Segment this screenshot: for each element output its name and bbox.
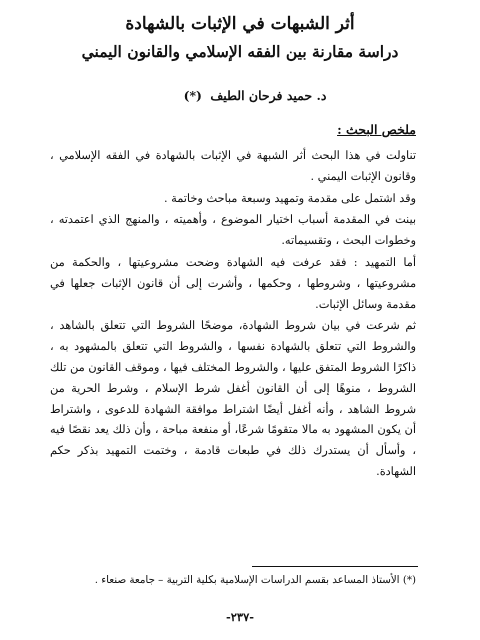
author-footnote-mark: (*) bbox=[183, 88, 202, 103]
abstract-body bbox=[50, 146, 416, 484]
page-number: -٢٣٧- bbox=[225, 610, 255, 624]
author-line bbox=[150, 88, 360, 103]
abstract-paragraph: ثم شرعت في بيان شروط الشهادة، موضحًا الشروط التي تتعلق بالشاهد ، والشروط التي تتعلق بالشهادة نفسها ، والشروط التي تتعلق بالمشهود به ، ذاكرًا الشروط المتفق عليها ، والشروط المختلف فيها ، وموقف القانون من تلك الشروط ، منوهًا إلى أن القانون أغفل شرط الإسلام ، وشرط الحرية من شروط الشاهد ، وأنه أغفل أيضًا اشتراط موافقة الشهادة للدعوى ، واشتراط أن يكون المشهود به مالا متقومًا شرعًا، أو منفعة مباحة ، وأن ذلك يعد نقصًا فيه ، وأسأل أن يستدرك ذلك في طبعات قادمة ، وختمت التمهيد بذكر حكم الشهادة. bbox=[50, 319, 416, 478]
paper-title: أثر الشبهات في الإثبات بالشهادة bbox=[125, 14, 355, 34]
abstract-paragraph: تناولت في هذا البحث أثر الشبهة في الإثبات بالشهادة في الفقه الإسلامي ، وقانون الإثبات اليمني . bbox=[50, 149, 416, 183]
abstract-heading: ملخص البحث : bbox=[337, 122, 416, 137]
author-name: د. حميد فرحان الطيف bbox=[210, 88, 327, 103]
abstract-paragraph: بينت في المقدمة أسباب اختيار الموضوع ، وأهميته ، والمنهج الذي اعتمدته ، وخطوات البحث ، وتقسيماته. bbox=[50, 213, 416, 248]
footnote: (*) الأستاذ المساعد بقسم الدراسات الإسلامية بكلية التربية – جامعة صنعاء . bbox=[94, 574, 416, 586]
abstract-paragraph: وقد اشتمل على مقدمة وتمهيد وسبعة مباحث وخاتمة . bbox=[163, 191, 416, 205]
paper-subtitle: دراسة مقارنة بين الفقه الإسلامي والقانون اليمني bbox=[81, 42, 399, 61]
footnote-divider bbox=[252, 566, 418, 567]
abstract-paragraph: أما التمهيد : فقد عرفت فيه الشهادة وضحت مشروعيتها ، والحكمة من مشروعيتها ، وشروطها ، وحكمها ، وأشرت إلى أن قانون الإثبات جعلها في مقدمة وسائل الإثبات. bbox=[50, 255, 416, 311]
